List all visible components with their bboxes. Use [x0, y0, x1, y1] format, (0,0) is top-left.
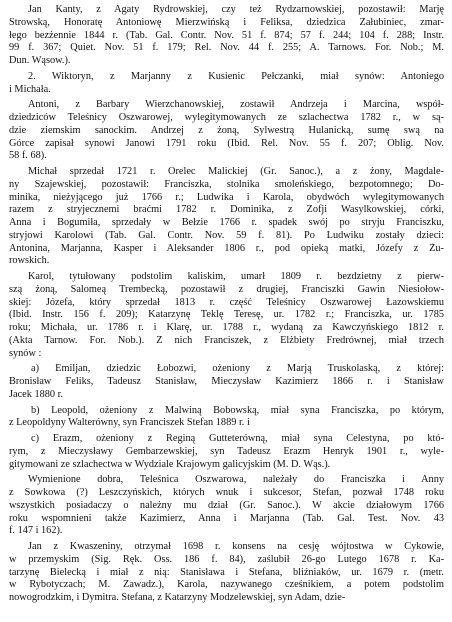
text-line: Strowską, Honoratę Antoniowę Mierzwińską i Feliksa, dziedzica Załubiniec, zmar- [9, 16, 444, 28]
text-line: b) Leopold, ożeniony z Malwiną Bobowską, miał syna Franciszka, po którym, [31, 404, 444, 416]
text-line: dziedziców Teleśnicy Oszwarowej, wylegitymowanych ze szlachectwa 1782 r., w są- [9, 112, 444, 123]
paragraph [9, 271, 444, 360]
text-line: c) Erazm, ożeniony z Reginą Gutteterówną, miał syna Celestyna, po któ- [31, 433, 444, 444]
text-line: Jacek 1880 r. [9, 388, 64, 400]
text-line: gitymowani ze szlachectwa w Wydziale Krajowym galicyjskim (M. D. Wąs.). [9, 458, 331, 470]
paragraph [9, 99, 444, 163]
text-line: Antoni, z Barbary Wierzchanowskiej, zostawił Andrzeja i Marcina, współ- [28, 99, 444, 111]
paragraph [9, 474, 444, 538]
text-line: Dun. Wąsow.). [9, 55, 71, 66]
text-line: dzie ziemskim sanockim. Andrzej z żoną, Sylwestrą Hulanicką, sumę swą na [9, 124, 444, 136]
text-line: (Ibid. Instr. 156 f. 209); Katarzynę Teklę Teresę, ur. 1782 r.; Franciszka, ur. 1785 [9, 309, 444, 321]
text-line: rym, z Mieczysławy Gembarzewskiej, syn Tadeusz Erazm Henryk 1901 r., wyle- [9, 445, 444, 457]
text-line: roku wspomnieni także Kazimierz, Anna i Marjanna (Tab. Gal. Test. Nov. 43 [9, 512, 444, 524]
text-line: Anna i Bogumiła, sprzedały w Bełzie 1766 r. spadek swój po stryju Franciszku, [9, 217, 444, 228]
text-line: wszystkich posiadaczy o należny mu dział (Gr. Sanoc.). W akcie działowym 1766 [9, 499, 444, 511]
paragraph [9, 541, 444, 605]
text-line: Jan Kanty, z Agaty Rydrowskiej, czy też Rydzarnowskiej, pozostawił: Marję [28, 4, 444, 15]
text-line: a) Emiljan, dziedzic Łobozwi, ożeniony z Marją Truskolaską, z której: [31, 363, 444, 375]
text-line: nowogrodzkim, i Dymitra. Stefana, z Katarzyny Modzelewskiej, syn Adam, dzie- [9, 592, 346, 603]
text-line: Jan z Kwaszeniny, otrzymał 1698 r. konsens na cesję wójtostwa w Cykowie, [28, 541, 444, 552]
text-line: 99 f. 367; Quiet. Nov. 51 f. 179; Rel. Nov. 44 f. 255; A. Tarnows. For. Nob.; M. [9, 42, 444, 54]
text-line: i Michała. [9, 83, 51, 95]
text-line: z Leopoldyny Walterówny, syn Franciszek Stefan 1889 r. i [9, 417, 250, 429]
text-line: Górce zapisał synowi Janowi 1791 roku (Ibid. Rel. Nov. 55 f. 207; Oblig. Nov. [9, 137, 444, 149]
paragraph [9, 71, 444, 97]
text-line: szą żoną, Salomeą Trembecką, pozostawił z drugiej, Franciszki Gawin Niesiołow- [9, 283, 444, 295]
text-line: Karol, tytułowany podstolim kaliskim, umarł 1809 r. bezdzietny z pierw- [28, 271, 444, 282]
list-item-paragraph [9, 433, 444, 471]
text-line: Michał sprzedał 1721 r. Orelec Malickiej (Gr. Sanoc.), a z żony, Magdale- [28, 166, 444, 177]
text-line: ny Szajewskiej, pozostawił: Franciszka, stolnika smoleńskiego, bezpotomnego; Do- [9, 178, 444, 190]
text-line: Antonina, Marjanna, Kasper i Aleksander 1806 r., pod opieką matki, Józefy z Żu- [9, 242, 444, 254]
text-line: minika, nieżyjącego już 1766 r.; Ludwika i Karola, obydwóch wylegitymowanych [9, 191, 444, 203]
text-line: w przemyskim (Sig. Ręk. Oss. 186 f. 84), zaślubił 26-go Lutego 1678 r. Ka- [9, 553, 444, 565]
text-line: tarzynę Bielecką i miał z nią: Stanisława i Stefana, bliźniaków, ur. 1679 r. (metr. [9, 566, 444, 578]
text-line: łego bezżennie 1844 r. (Tab. Gal. Contr. Nov. 51 f. 874; 57 f. 244; 104 f. 288; Instr. [9, 29, 444, 41]
text-line: skiej: Józefa, który sprzedał 1813 r. część Teleśnicy Oszwarowej Łazowskiemu [9, 296, 444, 308]
text-line: f. 147 i 162). [9, 525, 63, 537]
text-line: 2. Wiktoryn, z Marjanny z Kusienic Pełczanki, miał synów: Antoniego [28, 70, 444, 82]
text-line: synów : [9, 347, 42, 359]
text-line: (Akta Tarnow. For. Nob.). Z nich Franciszek, z Elżbiety Fredrównej, miał trzech [9, 334, 444, 346]
text-line: 58 f. 68). [9, 150, 47, 162]
list-item-paragraph [9, 405, 444, 431]
paragraph [9, 4, 444, 68]
text-line: z Sowkowa (?) Leszczyńskich, których wnuk i sukcesor, Stefan, pozwał 1748 roku [9, 487, 444, 498]
text-line: Bronisław Feliks, Tadeusz Stanisław, Mieczysław Kazimierz 1866 r. i Stanisław [9, 376, 444, 387]
text-line: Wymienione dobra, Teleśnica Oszwarowa, należały do Franciszka i Anny [28, 474, 444, 486]
text-line: roku; Michała, ur. 1786 r. i Klarę, ur. 1788 r., wydaną za Kawczyńskiego 1812 r. [9, 322, 444, 333]
paragraph [9, 166, 444, 268]
text-line: w Rybotyczach; M. Zawadz.), Karola, nazywanego cześnikiem, a potem podstolim [9, 579, 444, 591]
list-item-paragraph [9, 363, 444, 401]
text-line: stryjowi Karolowi (Tab. Gal. Contr. Nov. 59 f. 81). Po Ludwiku zostały dzieci: [9, 229, 444, 241]
text-line: razem z stryjecznemi braćmi 1782 r. Dominika, z Zofji Wasylkowskiej, córki, [9, 204, 444, 216]
text-line: rowskich. [9, 255, 50, 267]
